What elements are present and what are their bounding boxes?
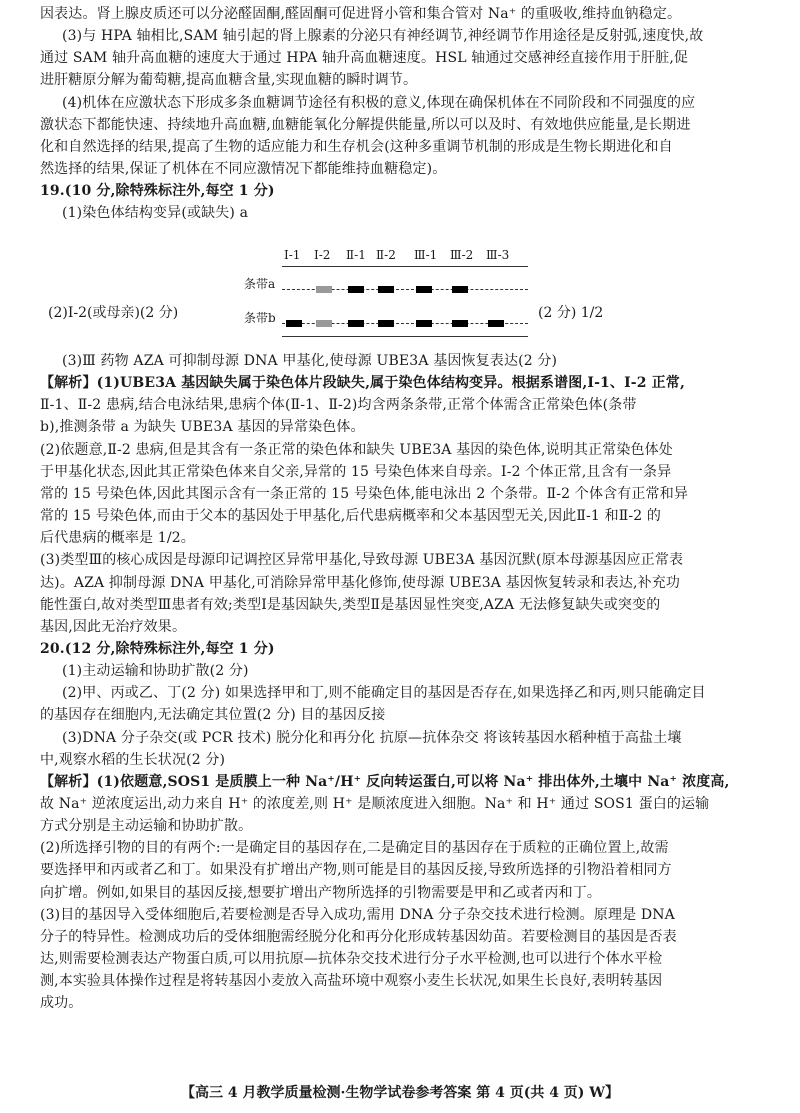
gel-band	[316, 286, 332, 293]
text-line: 达,则需要检测表达产物蛋白质,可以用抗原—抗体杂交技术进行分子水平检测,也可以进行个体水平检	[40, 951, 663, 968]
text-line: 达)。AZA 抑制母源 DNA 甲基化,可消除异常甲基化修饰,使母源 UBE3A 基因恢复转录和表达,补充功	[40, 574, 681, 591]
answer-2-left: (2)Ⅰ-2(或母亲)(2 分)	[48, 305, 179, 321]
text-line: (3)目的基因导入受体细胞后,若要检测是否导入成功,需用 DNA 分子杂交技术进行检测。原理是 DNA	[40, 906, 675, 923]
page-footer: 【高三 4 月教学质量检测·生物学试卷参考答案 第 4 页(共 4 页) W】	[180, 1085, 620, 1101]
text-line: 通过 SAM 轴升高血糖的速度大于通过 HPA 轴升高血糖速度。HSL 轴通过交感神经直接作用于肝脏,促	[40, 50, 689, 67]
text-line: (3)类型Ⅲ的核心成因是母源印记调控区异常甲基化,导致母源 UBE3A 基因沉默(原本母源基因应正常表	[40, 552, 684, 569]
text-line: (3)与 HPA 轴相比,SAM 轴引起的肾上腺素的分泌只有神经调节,神经调节作用途径是反射弧,速度快,故	[62, 28, 704, 45]
text-line: (4)机体在应激状态下形成多条血糖调节途径有积极的意义,体现在确保机体在不同阶段和不同强度的应	[62, 94, 696, 111]
text-line: 能性蛋白,故对类型Ⅲ患者有效;类型Ⅰ是基因缺失,类型Ⅱ是基因显性突变,AZA 无法修复缺失或突变的	[40, 596, 661, 613]
answer-2-right: (2 分) 1/2	[538, 305, 604, 321]
text-line: (1)主动运输和协助扩散(2 分)	[62, 663, 249, 680]
text-line: Ⅱ-1、Ⅱ-2 患病,结合电泳结果,患病个体(Ⅱ-1、Ⅱ-2)均含两条条带,正常个体需含正常染色体(条带	[40, 397, 637, 414]
column-label: Ⅲ-2	[450, 248, 474, 262]
electrophoresis-diagram	[48, 243, 800, 343]
text-line: 【解析】(1)依题意,SOS1 是质膜上一种 Na⁺/H⁺ 反向转运蛋白,可以将 Na⁺ 排出体外,土壤中 Na⁺ 浓度高,	[40, 773, 730, 790]
text-line: 要选择甲和丙或者乙和丁。如果没有扩增出产物,则可能是目的基因反接,导致所选择的引物沿着相同方	[40, 862, 672, 879]
text-line: 化和自然选择的结果,提高了生物的适应能力和生存机会(这种多重调节机制的形成是生物长期进化和自	[40, 138, 673, 155]
text-line: (3)Ⅲ 药物 AZA 可抑制母源 DNA 甲基化,使母源 UBE3A 基因恢复表达(2 分)	[62, 353, 558, 369]
text-line: 中,观察水稻的生长状况(2 分)	[40, 751, 226, 768]
gel-band	[378, 286, 394, 293]
text-line: (2)甲、丙或乙、丁(2 分) 如果选择甲和丁,则不能确定目的基因是否存在,如果选择乙和丙,则只能确定目	[62, 685, 706, 702]
text-line: 20.(12 分,除特殊标注外,每空 1 分)	[40, 640, 275, 657]
text-line: 故 Na⁺ 逆浓度运出,动力来自 H⁺ 的浓度差,则 H⁺ 是顺浓度进入细胞。Na⁺ 和 H⁺ 通过 SOS1 蛋白的运输	[40, 796, 710, 812]
text-line: (2)依题意,Ⅱ-2 患病,但是其含有一条正常的染色体和缺失 UBE3A 基因的染色体,说明其正常染色体处	[40, 441, 673, 458]
text-line: 向扩增。例如,如果目的基因反接,想要扩增出产物所选择的引物需要是甲和乙或者丙和丁。	[40, 884, 602, 901]
text-line: 【解析】(1)UBE3A 基因缺失属于染色体片段缺失,属于染色体结构变异。根据系谱图,Ⅰ-1、Ⅰ-2 正常,	[40, 375, 685, 392]
text-line: 分子的特异性。检测成功后的受体细胞需经脱分化和再分化形成转基因幼苗。若要检测目的基因是否表	[40, 928, 677, 945]
strip-b-label: 条带b	[244, 311, 276, 325]
column-label: Ⅱ-1	[346, 248, 366, 262]
text-line: (1)染色体结构变异(或缺失) a	[62, 205, 249, 222]
gel-band	[348, 320, 364, 327]
column-label: Ⅱ-2	[376, 248, 396, 262]
column-label: Ⅲ-1	[414, 248, 438, 262]
text-line: (3)DNA 分子杂交(或 PCR 技术) 脱分化和再分化 抗原—抗体杂交 将该转基因水稻种植于高盐土壤	[62, 729, 682, 746]
text-line: 激状态下都能快速、持续地升高血糖,血糖能氧化分解提供能量,所以可以及时、有效地供应能量,是长期进	[40, 116, 691, 133]
gel-band	[452, 286, 468, 293]
text-line: 常的 15 号染色体,因此其图示含有一条正常的 15 号染色体,能电泳出 2 个条带。Ⅱ-2 个体含有正常和异	[40, 485, 688, 502]
column-label: Ⅲ-3	[486, 248, 510, 262]
gel-band	[416, 320, 432, 327]
text-line: 方式分别是主动运输和协助扩散。	[40, 818, 253, 835]
text-line: (2)所选择引物的目的有两个:一是确定目的基因存在,二是确定目的基因存在于质粒的正确位置上,故需	[40, 840, 669, 857]
text-line: 成功。	[40, 995, 83, 1012]
gel-band	[488, 320, 504, 327]
column-label: Ⅰ-2	[314, 248, 331, 262]
strip-a-label: 条带a	[244, 277, 276, 291]
text-line: 因表达。肾上腺皮质还可以分泌醛固酮,醛固酮可促进肾小管和集合管对 Na⁺ 的重吸收,维持血钠稳定。	[40, 6, 682, 22]
text-line: 常的 15 号染色体,而由于父本的基因处于甲基化,后代患病概率和父本基因型无关,因此Ⅱ-1 和Ⅱ-2 的	[40, 508, 662, 525]
gel-band	[416, 286, 432, 293]
gel-band	[316, 320, 332, 327]
header-rule	[282, 266, 528, 267]
gel-band	[286, 320, 302, 327]
gel-band	[348, 286, 364, 293]
text-line: 19.(10 分,除特殊标注外,每空 1 分)	[40, 183, 275, 200]
text-line: b),推测条带 a 为缺失 UBE3A 基因的异常染色体。	[40, 419, 365, 436]
text-line: 基因,因此无治疗效果。	[40, 618, 187, 635]
text-line: 的基因存在细胞内,无法确定其位置(2 分) 目的基因反接	[40, 707, 386, 724]
bottom-rule	[282, 336, 528, 337]
text-line: 然选择的结果,保证了机体在不同应激情况下都能维持血糖稳定)。	[40, 161, 447, 178]
text-line: 进肝糖原分解为葡萄糖,提高血糖含量,实现血糖的瞬时调节。	[40, 72, 418, 89]
text-line: 后代患病的概率是 1/2。	[40, 530, 195, 547]
text-line: 于甲基化状态,因此其正常染色体来自父亲,异常的 15 号染色体来自母亲。Ⅰ-2 个体正常,且含有一条异	[40, 463, 672, 480]
gel-band	[378, 320, 394, 327]
column-label: Ⅰ-1	[284, 248, 301, 262]
text-line: 测,本实验具体操作过程是将转基因小麦放入高盐环境中观察小麦生长状况,如果生长良好,表明转基因	[40, 973, 663, 990]
gel-band	[452, 320, 468, 327]
